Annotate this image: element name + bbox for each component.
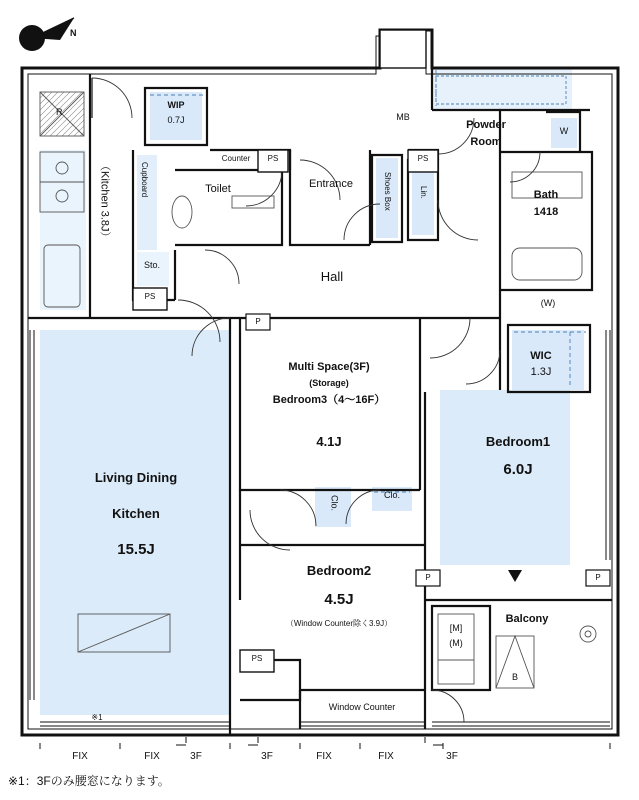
bottom-label-5: FIX (378, 751, 394, 762)
powder-room-line1: Powder (466, 119, 506, 131)
bath-size: 1418 (533, 206, 559, 218)
ps-label-1: PS (267, 154, 279, 163)
ps-label-3: PS (144, 292, 156, 301)
bottom-label-4: FIX (316, 751, 332, 762)
toilet-label: Toilet (205, 183, 231, 195)
living-area: 15.5J (117, 541, 155, 558)
wip-area: 0.7J (167, 115, 185, 125)
bottom-leader-lines (0, 735, 639, 759)
multi-space-area: 4.1J (316, 434, 342, 449)
bedroom1-area: 6.0J (503, 461, 533, 478)
counter-label: Counter (221, 154, 251, 163)
wip-label: WIP (167, 100, 185, 110)
multi-space-line3: Bedroom3（4～16F） (272, 394, 386, 406)
bottom-label-1: FIX (144, 751, 160, 762)
bedroom2-label: Bedroom2 (306, 563, 372, 578)
powder-room-line2: Room (470, 136, 502, 148)
bottom-label-6: 3F (446, 751, 458, 762)
living-kitchen-label: Kitchen (112, 506, 160, 521)
bath-label: Bath (533, 189, 559, 201)
p-label-1: P (255, 317, 261, 326)
wic-label: WIC (530, 350, 552, 362)
closet-label-2: Clo. (383, 490, 401, 500)
footnote: ※1：3Fのみ腰窓になります。 (8, 774, 170, 788)
ps-label-4: PS (251, 654, 263, 663)
linen-label: Lin. (419, 186, 429, 199)
ps-label-2: PS (417, 154, 429, 163)
p-label-2: P (425, 573, 431, 582)
balcony-label: Balcony (505, 613, 549, 625)
kitchen-area-label: （Kitchen 3.8J） (98, 160, 111, 243)
mark-1-label: ※1 (91, 713, 103, 722)
p-label-3: P (595, 573, 601, 582)
entrance-label: Entrance (308, 178, 354, 190)
compass-north-label: N (70, 28, 77, 38)
washer-alt-label: (W) (540, 298, 556, 308)
bottom-label-2: 3F (190, 751, 202, 762)
wic-area: 1.3J (530, 366, 552, 378)
hall-label: Hall (320, 269, 344, 284)
multi-space-line2: (Storage) (309, 378, 349, 388)
storage-label: Sto. (143, 260, 161, 270)
bedroom2-area: 4.5J (324, 591, 354, 608)
bedroom1-label: Bedroom1 (485, 434, 551, 449)
living-dining-label: Living Dining (94, 470, 178, 485)
meter-upper-label: [M] (449, 623, 463, 633)
window-counter-label: Window Counter (328, 702, 396, 712)
bottom-label-3: 3F (261, 751, 273, 762)
bedroom2-note: （Window Counter除く3.9J） (285, 619, 393, 628)
refrigerator-label: R (56, 107, 63, 117)
closet-label-1: Clo. (329, 495, 340, 512)
b-mark-label: B (511, 672, 519, 682)
bottom-label-0: FIX (72, 751, 88, 762)
cupboard-label: Cupboard (140, 162, 150, 198)
shoes-box-label: Shoes Box (383, 172, 393, 211)
washer-label: W (559, 126, 569, 136)
multi-space-line1: Multi Space(3F) (288, 361, 370, 373)
meter-lower-label: (M) (449, 638, 463, 648)
mb-label: MB (396, 112, 410, 122)
